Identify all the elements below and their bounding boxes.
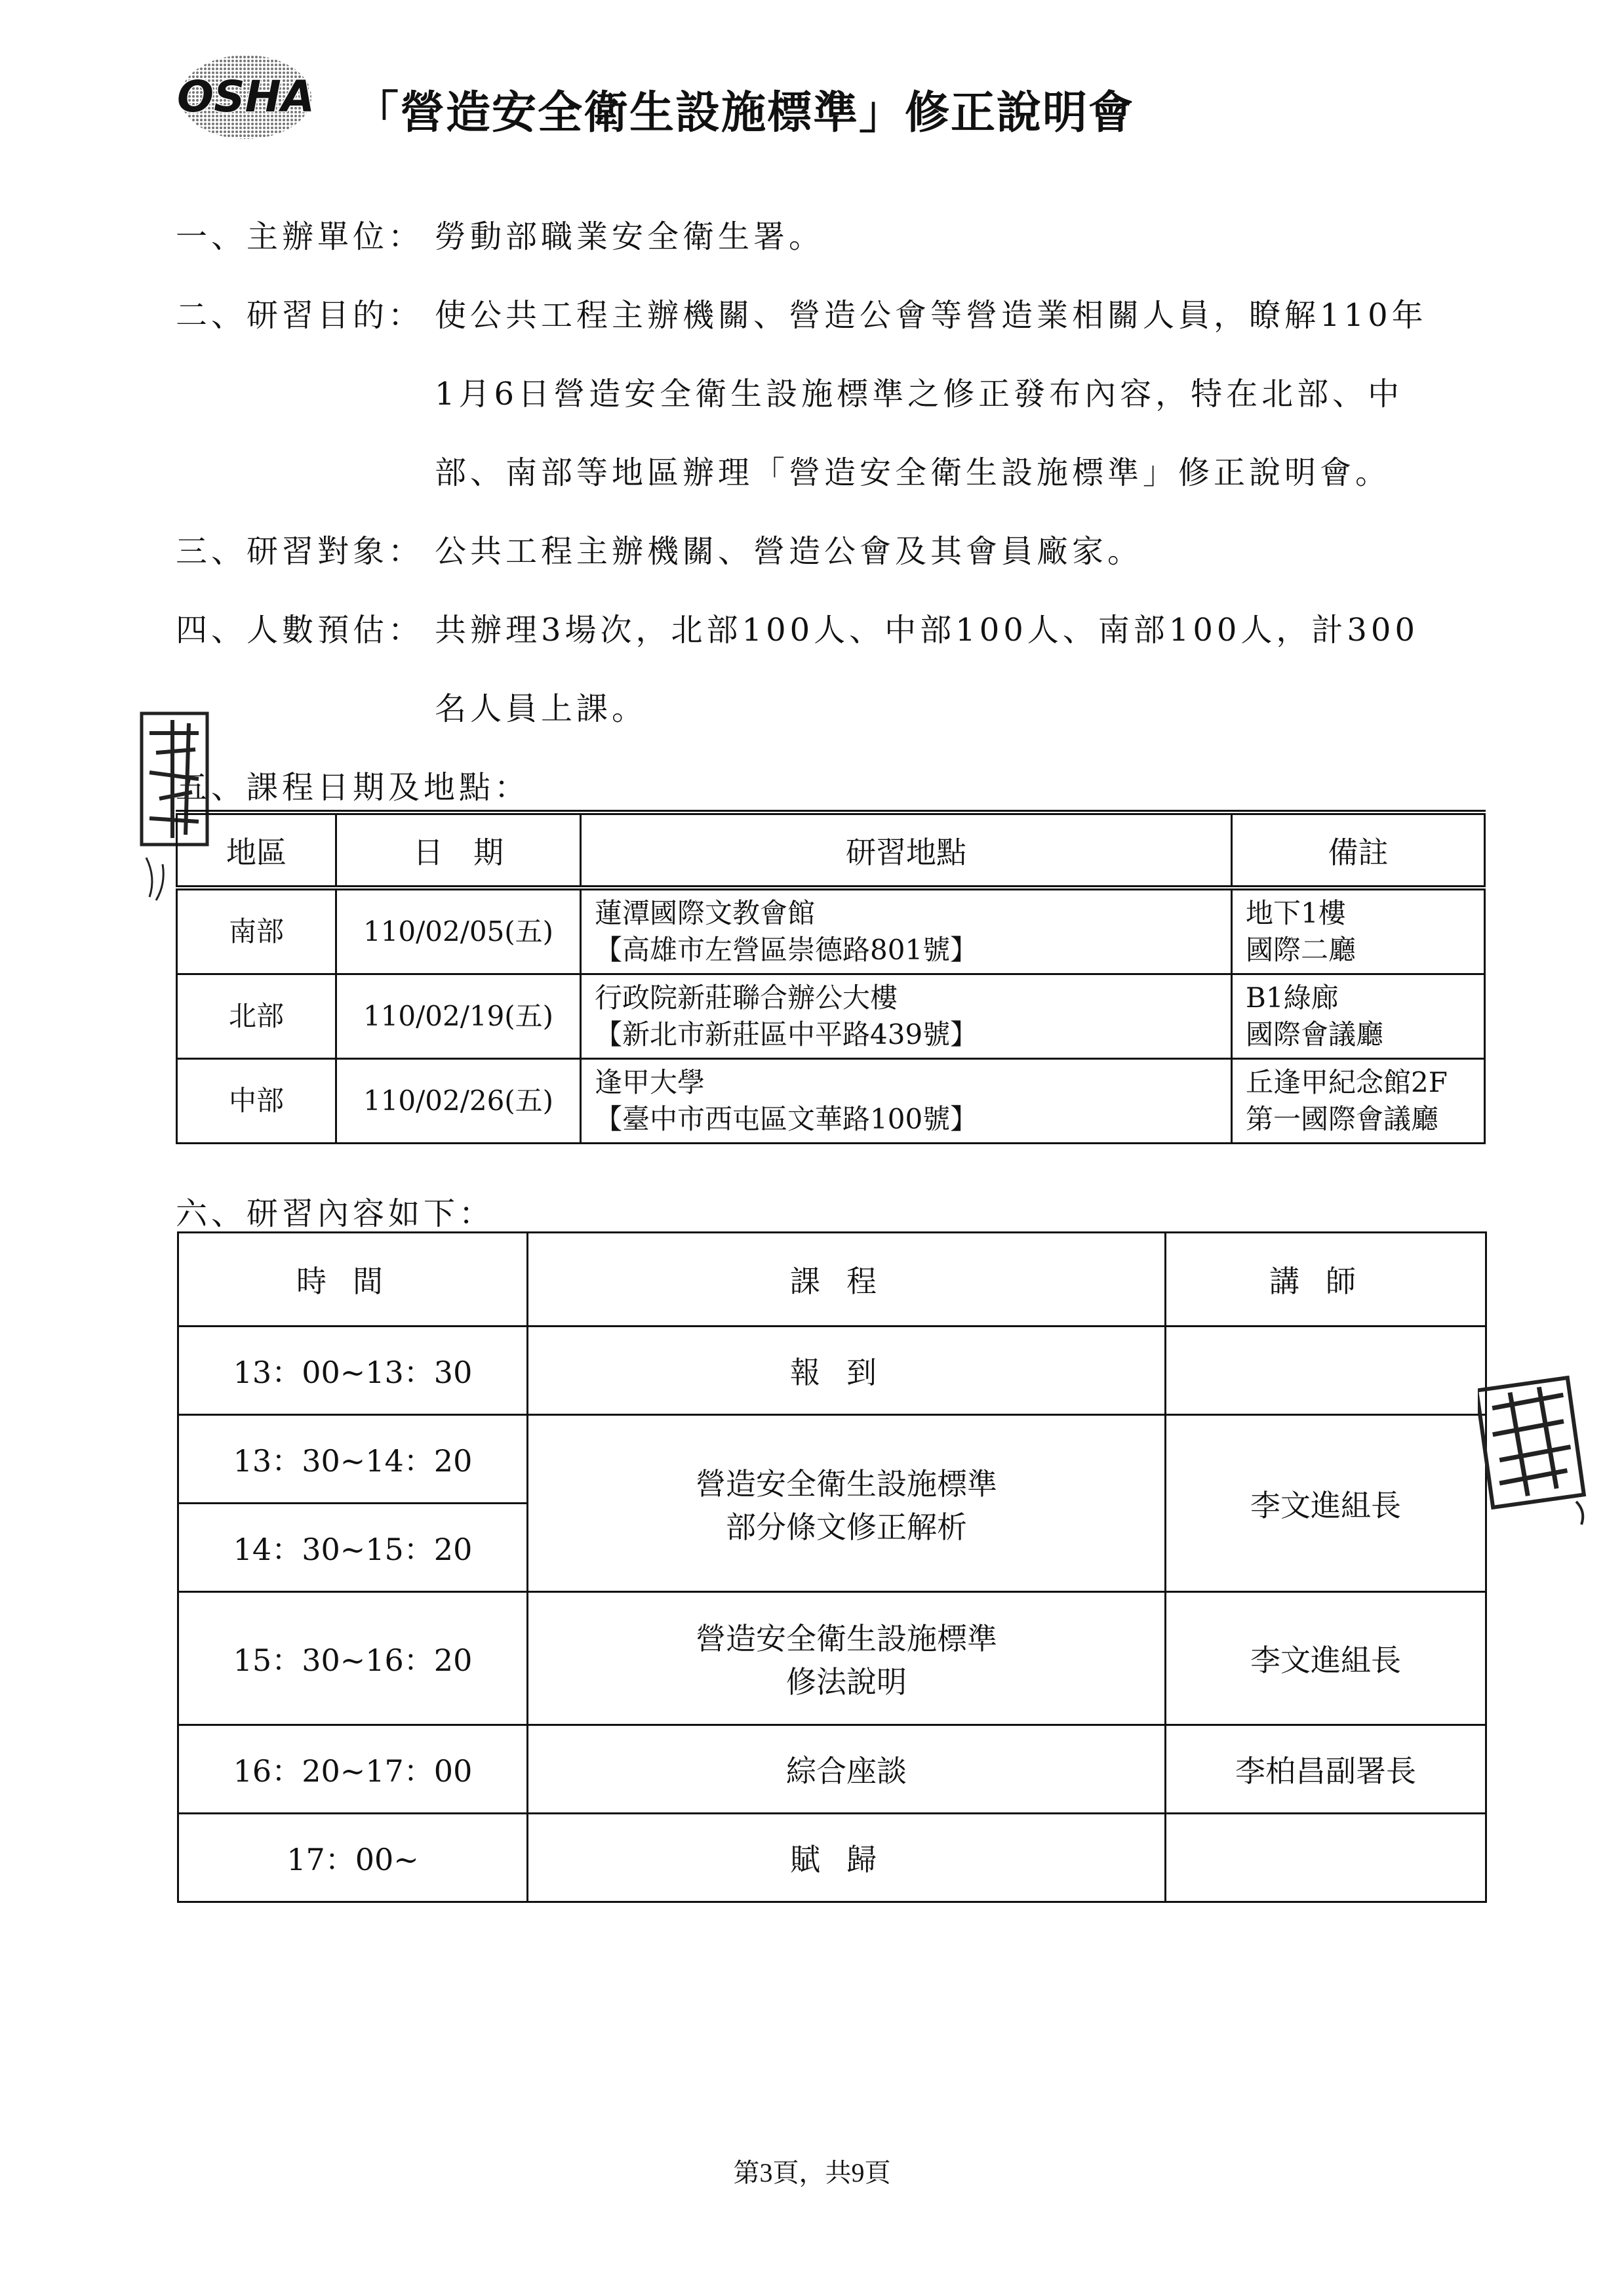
region-cell: 中部 xyxy=(177,1059,336,1144)
table-row xyxy=(177,888,1485,974)
section-headcount xyxy=(176,605,1419,650)
venue-cell xyxy=(581,888,1232,974)
column-header: 日 期 xyxy=(336,812,581,888)
course-cell xyxy=(528,1592,1166,1725)
time-cell: 17：00~ xyxy=(178,1814,528,1902)
section-text: 名人員上課。 xyxy=(435,690,648,727)
time-cell: 13：00~13：30 xyxy=(178,1327,528,1415)
column-header: 備註 xyxy=(1232,812,1485,888)
date-cell: 110/02/19(五) xyxy=(336,974,581,1059)
region-cell: 北部 xyxy=(177,974,336,1059)
svg-text:OSHA: OSHA xyxy=(177,71,315,122)
section-target xyxy=(176,526,1143,571)
course-line: 營造安全衛生設施標準 xyxy=(696,1466,997,1502)
table-row xyxy=(177,1059,1485,1144)
lecturer-cell: 李文進組長 xyxy=(1166,1592,1486,1725)
table-header-row xyxy=(177,812,1485,888)
section-text: 1月6日營造安全衛生設施標準之修正發布內容，特在北部、中 xyxy=(435,376,1404,412)
venue-name: 逢甲大學 xyxy=(595,1066,705,1098)
table-row xyxy=(178,1327,1486,1415)
section-text: 使公共工程主辦機關、營造公會等營造業相關人員，瞭解110年 xyxy=(435,297,1427,334)
time-cell: 14：30~15：20 xyxy=(178,1504,528,1592)
course-cell: 綜合座談 xyxy=(528,1725,1166,1814)
column-header: 課程 xyxy=(528,1233,1166,1327)
table-row xyxy=(178,1725,1486,1814)
lecturer-cell: 李柏昌副署長 xyxy=(1166,1725,1486,1814)
column-header: 地區 xyxy=(177,812,336,888)
column-header: 講師 xyxy=(1166,1233,1486,1327)
lecturer-cell xyxy=(1166,1327,1486,1415)
schedule-table xyxy=(176,810,1486,1144)
page-footer: 第3頁，共9頁 xyxy=(733,2158,891,2187)
section-label: 三、研習對象： xyxy=(176,533,424,570)
date-cell: 110/02/05(五) xyxy=(336,888,581,974)
content-table xyxy=(177,1231,1487,1903)
section-text: 勞動部職業安全衛生署。 xyxy=(435,218,825,255)
table-header-row xyxy=(178,1233,1486,1327)
region-cell: 南部 xyxy=(177,888,336,974)
course-cell: 賦歸 xyxy=(528,1814,1166,1902)
note-cell xyxy=(1232,888,1485,974)
venue-name: 行政院新莊聯合辦公大樓 xyxy=(595,982,898,1014)
note-cell xyxy=(1232,974,1485,1059)
date-cell: 110/02/26(五) xyxy=(336,1059,581,1144)
seal-stamp xyxy=(1478,1370,1593,1528)
osha-logo xyxy=(176,51,317,143)
table-row xyxy=(177,974,1485,1059)
page-title: 「營造安全衛生設施標準」修正說明會 xyxy=(354,87,1135,139)
section-text: 共辦理3場次，北部100人、中部100人、南部100人，計300 xyxy=(435,612,1419,649)
course-line: 修法說明 xyxy=(786,1664,907,1700)
section-6-title: 六、研習內容如下： xyxy=(176,1195,495,1232)
section-5-title: 五、課程日期及地點： xyxy=(176,769,530,806)
venue-address: 【高雄市左營區崇德路801號】 xyxy=(595,934,978,966)
course-cell xyxy=(528,1415,1166,1592)
time-cell: 13：30~14：20 xyxy=(178,1415,528,1504)
table-row xyxy=(178,1814,1486,1902)
column-header: 研習地點 xyxy=(581,812,1232,888)
course-cell: 報到 xyxy=(528,1327,1166,1415)
venue-name: 蓮潭國際文教會館 xyxy=(595,897,816,929)
lecturer-cell xyxy=(1166,1814,1486,1902)
section-organizer xyxy=(176,211,824,256)
lecturer-cell: 李文進組長 xyxy=(1166,1415,1486,1592)
section-label: 一、主辦單位： xyxy=(176,218,424,255)
note-line: B1綠廊 xyxy=(1246,982,1339,1014)
section-label: 四、人數預估： xyxy=(176,612,424,649)
note-line: 國際二廳 xyxy=(1246,934,1357,966)
note-line: 地下1樓 xyxy=(1246,897,1346,929)
course-line: 部分條文修正解析 xyxy=(726,1509,967,1545)
table-row xyxy=(178,1592,1486,1725)
course-line: 營造安全衛生設施標準 xyxy=(696,1621,997,1656)
note-cell xyxy=(1232,1059,1485,1144)
venue-cell xyxy=(581,1059,1232,1144)
column-header: 時間 xyxy=(178,1233,528,1327)
time-cell: 15：30~16：20 xyxy=(178,1592,528,1725)
table-row xyxy=(178,1415,1486,1504)
section-text: 公共工程主辦機關、營造公會及其會員廠家。 xyxy=(435,533,1143,570)
venue-cell xyxy=(581,974,1232,1059)
note-line: 丘逢甲紀念館2F xyxy=(1246,1066,1448,1098)
section-label: 二、研習目的： xyxy=(176,297,424,334)
section-text: 部、南部等地區辦理「營造安全衛生設施標準」修正說明會。 xyxy=(435,454,1391,491)
venue-address: 【臺中市西屯區文華路100號】 xyxy=(595,1103,978,1135)
note-line: 第一國際會議廳 xyxy=(1246,1103,1439,1135)
note-line: 國際會議廳 xyxy=(1246,1018,1384,1050)
section-purpose xyxy=(176,290,1427,335)
venue-address: 【新北市新莊區中平路439號】 xyxy=(595,1018,978,1050)
time-cell: 16：20~17：00 xyxy=(178,1725,528,1814)
